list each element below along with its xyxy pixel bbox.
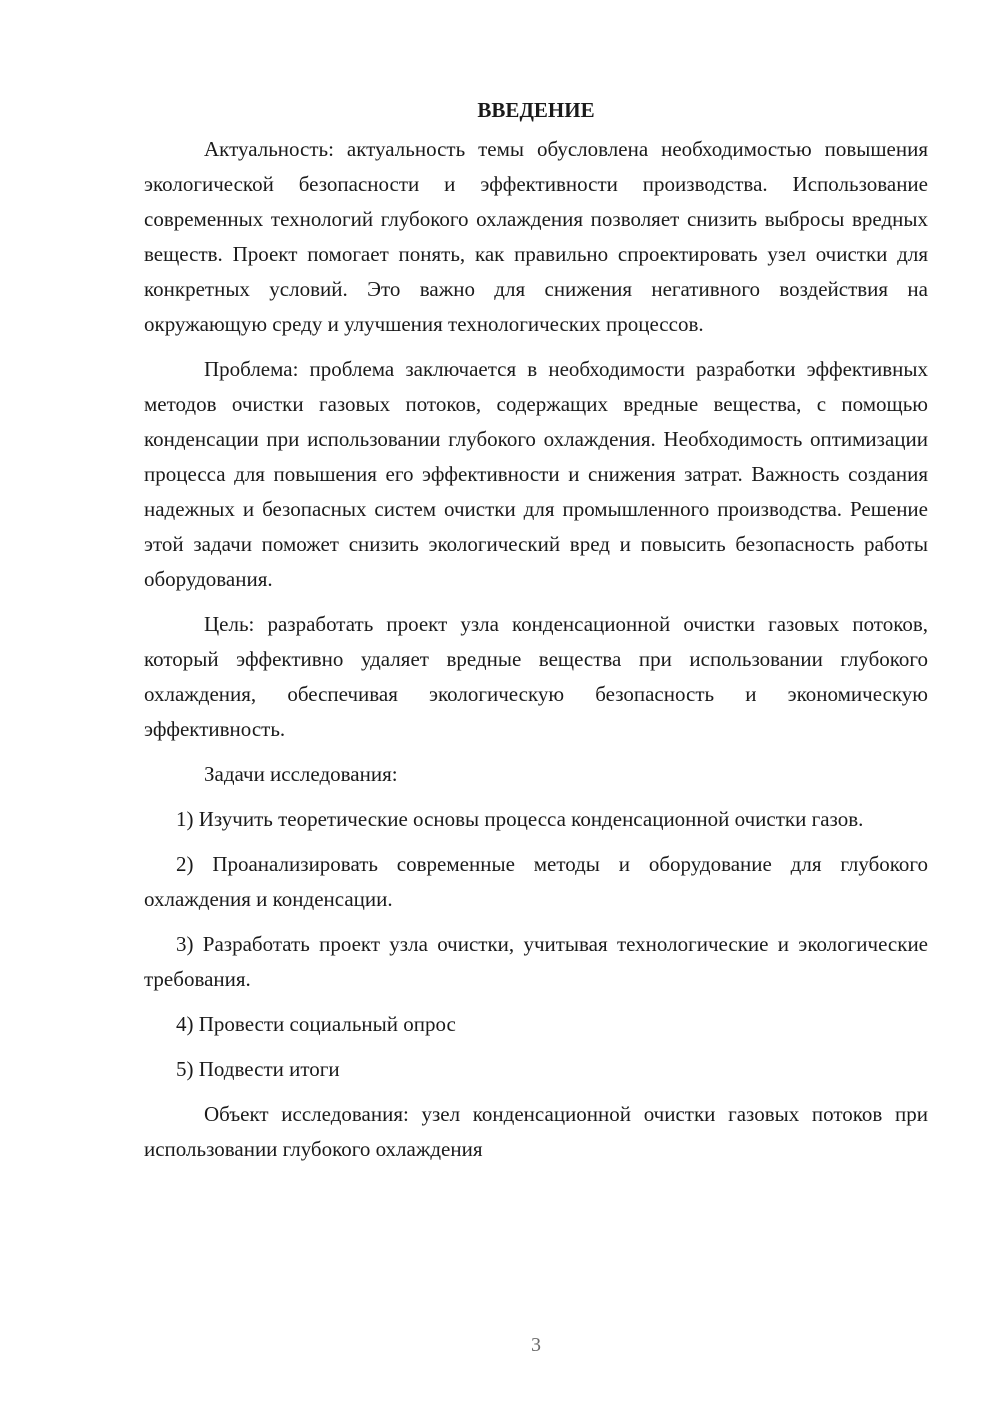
task-item: 3) Разработать проект узла очистки, учитывая технологические и экологические требования.	[144, 932, 928, 991]
tasks-heading: Задачи исследования:	[204, 762, 398, 786]
object-paragraph: Объект исследования: узел конденсационной очистки газовых потоков при использовании глубокого охлаждения	[144, 1102, 928, 1161]
section-heading: ВВЕДЕНИЕ	[477, 98, 595, 122]
relevance-paragraph: Актуальность: актуальность темы обусловлена необходимостью повышения экологической безопасности и эффективности производства. Использование современных технологий глубокого охлаждения позволяет снизить выбросы вредных веществ. Проект помогает понять, как правильно спроектировать узел очистки для конкретных условий. Это важно для снижения негативного воздействия на окружающую среду и улучшения технологических процессов.	[144, 137, 928, 336]
task-item: 5) Подвести итоги	[176, 1057, 340, 1081]
task-item: 2) Проанализировать современные методы и оборудование для глубокого охлаждения и конденсации.	[144, 852, 928, 911]
page-content	[144, 96, 928, 1167]
goal-paragraph: Цель: разработать проект узла конденсационной очистки газовых потоков, который эффективно удаляет вредные вещества при использовании глубокого охлаждения, обеспечивая экологическую безопасность и экономическую эффективность.	[144, 612, 928, 741]
problem-paragraph: Проблема: проблема заключается в необходимости разработки эффективных методов очистки газовых потоков, содержащих вредные вещества, с помощью конденсации при использовании глубокого охлаждения. Необходимость оптимизации процесса для повышения его эффективности и снижения затрат. Важность создания надежных и безопасных систем очистки для промышленного производства. Решение этой задачи поможет снизить экологический вред и повысить безопасность работы оборудования.	[144, 357, 928, 591]
task-item: 4) Провести социальный опрос	[176, 1012, 456, 1036]
task-item: 1) Изучить теоретические основы процесса конденсационной очистки газов.	[176, 807, 864, 831]
page-number: 3	[531, 1334, 541, 1356]
